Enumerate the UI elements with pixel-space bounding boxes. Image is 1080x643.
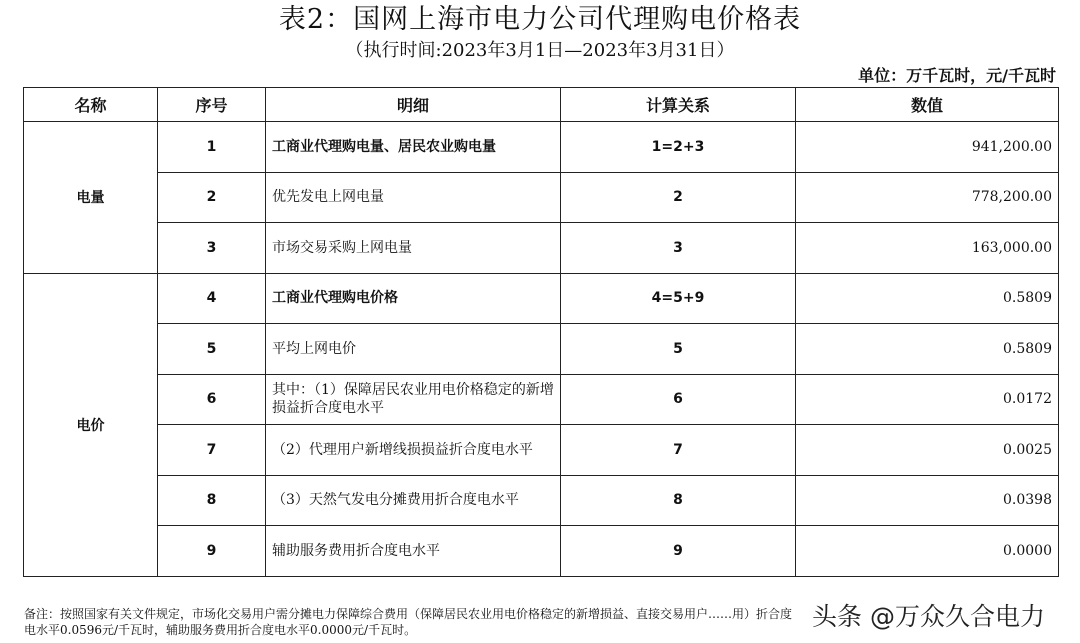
header-calc: 计算关系 bbox=[561, 88, 796, 122]
table-row bbox=[24, 475, 1059, 526]
page-title: 表2：国网上海市电力公司代理购电价格表 bbox=[278, 4, 802, 35]
row-number: 4 bbox=[158, 273, 266, 324]
footnote: 备注：按照国家有关文件规定，市场化交易用户需分摊电力保障综合费用（保障居民农业用电价格稳定的新增损益、直接交易用户……用）折合度电水平0.0596元/千瓦时，辅助服务费用折合度电水平0.0000元/千瓦时。 bbox=[24, 607, 793, 637]
group-label: 电量 bbox=[24, 122, 158, 274]
row-value: 0.0172 bbox=[796, 374, 1059, 425]
row-calc: 8 bbox=[561, 475, 796, 526]
row-value: 941,200.00 bbox=[796, 122, 1059, 173]
header-detail: 明细 bbox=[266, 88, 561, 122]
row-value: 778,200.00 bbox=[796, 172, 1059, 223]
header-value: 数值 bbox=[796, 88, 1059, 122]
row-detail: （2）代理用户新增线损损益折合度电水平 bbox=[266, 425, 561, 476]
row-calc: 5 bbox=[561, 324, 796, 375]
row-detail: 辅助服务费用折合度电水平 bbox=[266, 526, 561, 577]
row-calc: 3 bbox=[561, 223, 796, 274]
row-value: 0.5809 bbox=[796, 324, 1059, 375]
row-detail: 优先发电上网电量 bbox=[266, 172, 561, 223]
row-number: 2 bbox=[158, 172, 266, 223]
row-calc: 1=2+3 bbox=[561, 122, 796, 173]
group-label: 电价 bbox=[24, 273, 158, 576]
row-detail: （3）天然气发电分摊费用折合度电水平 bbox=[266, 475, 561, 526]
row-number: 3 bbox=[158, 223, 266, 274]
row-detail: 工商业代理购电价格 bbox=[266, 273, 561, 324]
row-calc: 2 bbox=[561, 172, 796, 223]
header-name: 名称 bbox=[24, 88, 158, 122]
row-value: 0.0398 bbox=[796, 475, 1059, 526]
watermark: 头条 @万众久合电力 bbox=[812, 602, 1045, 631]
row-number: 5 bbox=[158, 324, 266, 375]
row-number: 8 bbox=[158, 475, 266, 526]
row-detail: 工商业代理购电量、居民农业购电量 bbox=[266, 122, 561, 173]
row-calc: 7 bbox=[561, 425, 796, 476]
header-no: 序号 bbox=[158, 88, 266, 122]
row-number: 1 bbox=[158, 122, 266, 173]
table-row bbox=[24, 526, 1059, 577]
row-number: 9 bbox=[158, 526, 266, 577]
table-row bbox=[24, 374, 1059, 425]
table-row bbox=[24, 273, 1059, 324]
execution-period: （执行时间:2023年3月1日—2023年3月31日） bbox=[345, 40, 735, 61]
table-row bbox=[24, 223, 1059, 274]
header-row bbox=[24, 88, 1059, 122]
row-detail: 其中：（1）保障居民农业用电价格稳定的新增损益折合度电水平 bbox=[266, 374, 561, 425]
row-value: 0.5809 bbox=[796, 273, 1059, 324]
row-value: 163,000.00 bbox=[796, 223, 1059, 274]
row-value: 0.0025 bbox=[796, 425, 1059, 476]
unit-label: 单位：万千瓦时，元/千瓦时 bbox=[858, 66, 1056, 85]
table-row bbox=[24, 425, 1059, 476]
row-number: 6 bbox=[158, 374, 266, 425]
row-calc: 9 bbox=[561, 526, 796, 577]
row-number: 7 bbox=[158, 425, 266, 476]
price-table bbox=[23, 87, 1059, 577]
table-row bbox=[24, 122, 1059, 173]
table-row bbox=[24, 172, 1059, 223]
row-calc: 6 bbox=[561, 374, 796, 425]
row-detail: 市场交易采购上网电量 bbox=[266, 223, 561, 274]
row-calc: 4=5+9 bbox=[561, 273, 796, 324]
row-value: 0.0000 bbox=[796, 526, 1059, 577]
table-row bbox=[24, 324, 1059, 375]
row-detail: 平均上网电价 bbox=[266, 324, 561, 375]
